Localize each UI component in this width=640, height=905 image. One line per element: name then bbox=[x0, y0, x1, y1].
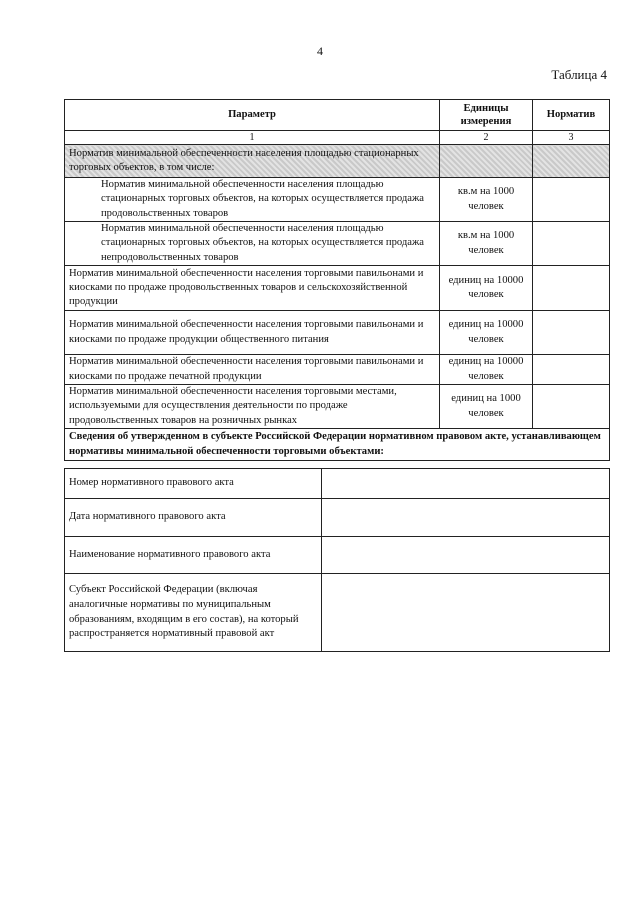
act-subject-label: Субъект Российской Федерации (включая аналогичные нормативы по муниципальным образованиям, входящим в его состав), на который распространяется нормативный правовой акт bbox=[65, 574, 322, 652]
row-norm bbox=[533, 178, 610, 222]
act-date-label: Дата нормативного правового акта bbox=[65, 499, 322, 537]
row-param: Норматив минимальной обеспеченности населения торговыми павильонами и киосками по продаже продукции общественного питания bbox=[65, 311, 440, 355]
act-subject-value bbox=[322, 574, 610, 652]
column-number-1: 1 bbox=[65, 131, 440, 145]
row-param: Норматив минимальной обеспеченности населения площадью стационарных торговых объектов, на которых осуществляется продажа продовольственных товаров bbox=[65, 178, 440, 222]
act-info-row bbox=[65, 469, 610, 499]
row-param: Норматив минимальной обеспеченности населения площадью стационарных торговых объектов, на которых осуществляется продажа непродовольственных товаров bbox=[65, 222, 440, 266]
act-info-row bbox=[65, 537, 610, 574]
act-date-value bbox=[322, 499, 610, 537]
section-title: Сведения об утвержденном в субъекте Российской Федерации нормативном правовом акте, устанавливающем нормативы минимальной обеспеченности торговыми объектами: bbox=[65, 429, 610, 461]
column-number-3: 3 bbox=[533, 131, 610, 145]
row-norm bbox=[533, 311, 610, 355]
table-row bbox=[65, 355, 610, 385]
row-unit: кв.м на 1000 человек bbox=[440, 222, 533, 266]
row-norm bbox=[533, 222, 610, 266]
table-row-group-stationary bbox=[65, 145, 610, 178]
act-info-table bbox=[64, 468, 610, 652]
norms-table bbox=[64, 99, 610, 461]
row-unit: единиц на 10000 человек bbox=[440, 311, 533, 355]
table-label: Таблица 4 bbox=[551, 67, 607, 82]
row-norm bbox=[533, 355, 610, 385]
table-row bbox=[65, 385, 610, 429]
row-param: Норматив минимальной обеспеченности населения торговыми павильонами и киосками по продаже печатной продукции bbox=[65, 355, 440, 385]
row-unit: единиц на 10000 человек bbox=[440, 266, 533, 311]
row-unit: кв.м на 1000 человек bbox=[440, 178, 533, 222]
table-row bbox=[65, 311, 610, 355]
table-row bbox=[65, 178, 610, 222]
table-row bbox=[65, 266, 610, 311]
act-name-label: Наименование нормативного правового акта bbox=[65, 537, 322, 574]
table-header-row bbox=[65, 100, 610, 131]
row-param: Норматив минимальной обеспеченности населения торговыми павильонами и киосками по продаже продовольственных товаров и сельскохозяйственной продукции bbox=[65, 266, 440, 311]
page-number: 4 bbox=[317, 44, 323, 58]
row-norm bbox=[533, 266, 610, 311]
row-norm bbox=[533, 385, 610, 429]
row-param: Норматив минимальной обеспеченности населения торговыми местами, используемыми для осуществления деятельности по продаже продовольственных товаров на розничных рынках bbox=[65, 385, 440, 429]
column-number-row bbox=[65, 131, 610, 145]
column-number-2: 2 bbox=[440, 131, 533, 145]
row-unit: единиц на 1000 человек bbox=[440, 385, 533, 429]
act-info-row bbox=[65, 499, 610, 537]
act-number-value bbox=[322, 469, 610, 499]
row-unit bbox=[440, 145, 533, 178]
header-parameter: Параметр bbox=[65, 100, 440, 131]
header-units: Единицы измерения bbox=[440, 100, 533, 131]
row-param: Норматив минимальной обеспеченности населения площадью стационарных торговых объектов, в том числе: bbox=[65, 145, 440, 178]
row-norm bbox=[533, 145, 610, 178]
table-row bbox=[65, 222, 610, 266]
row-unit: единиц на 10000 человек bbox=[440, 355, 533, 385]
act-name-value bbox=[322, 537, 610, 574]
section-title-row bbox=[65, 429, 610, 461]
header-norm: Норматив bbox=[533, 100, 610, 131]
act-info-row bbox=[65, 574, 610, 652]
act-number-label: Номер нормативного правового акта bbox=[65, 469, 322, 499]
